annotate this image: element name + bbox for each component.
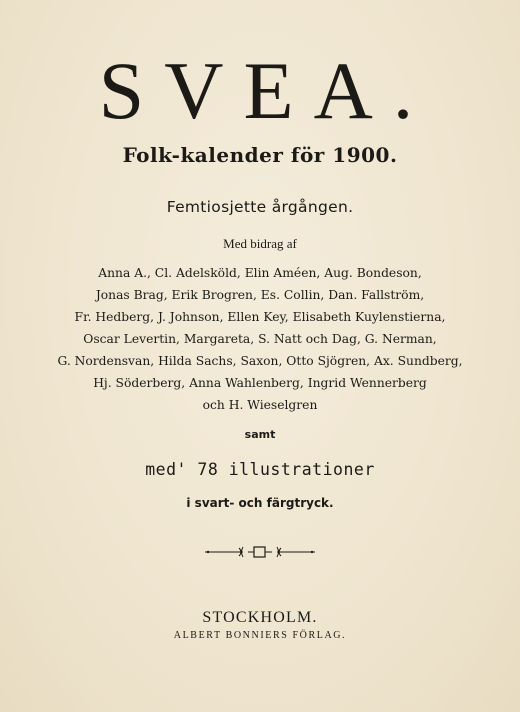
contributors-list bbox=[0, 262, 520, 416]
print-note: i svart- och färgtryck. bbox=[186, 496, 334, 510]
contributors-heading: Med bidrag af bbox=[223, 236, 297, 251]
illustrations-line: med' 78 illustrationer bbox=[145, 460, 375, 479]
contributors-line: Anna A., Cl. Adelsköld, Elin Améen, Aug. Bondeson, bbox=[98, 266, 422, 280]
contributors-line: Hj. Söderberg, Anna Wahlenberg, Ingrid Wennerberg bbox=[93, 376, 427, 390]
book-title: SVEA. bbox=[98, 45, 434, 136]
publication-city: STOCKHOLM. bbox=[202, 609, 318, 626]
contributors-line: Jonas Brag, Erik Brogren, Es. Collin, Dan. Fallström, bbox=[95, 288, 425, 302]
book-subtitle: Folk-kalender för 1900. bbox=[122, 143, 398, 167]
contributors-line: och H. Wieselgren bbox=[202, 398, 318, 412]
contributors-line: Oscar Levertin, Margareta, S. Natt och Dag, G. Nerman, bbox=[83, 332, 437, 346]
edition-line: Femtiosjette årgången. bbox=[166, 198, 354, 216]
samt-word: samt bbox=[244, 428, 276, 441]
contributors-line: Fr. Hedberg, J. Johnson, Ellen Key, Elisabeth Kuylenstierna, bbox=[74, 310, 446, 324]
contributors-line: G. Nordensvan, Hilda Sachs, Saxon, Otto Sjögren, Ax. Sundberg, bbox=[57, 354, 463, 368]
publisher-name: ALBERT BONNIERS FÖRLAG. bbox=[173, 630, 347, 641]
typographic-ornament-icon bbox=[205, 543, 315, 561]
